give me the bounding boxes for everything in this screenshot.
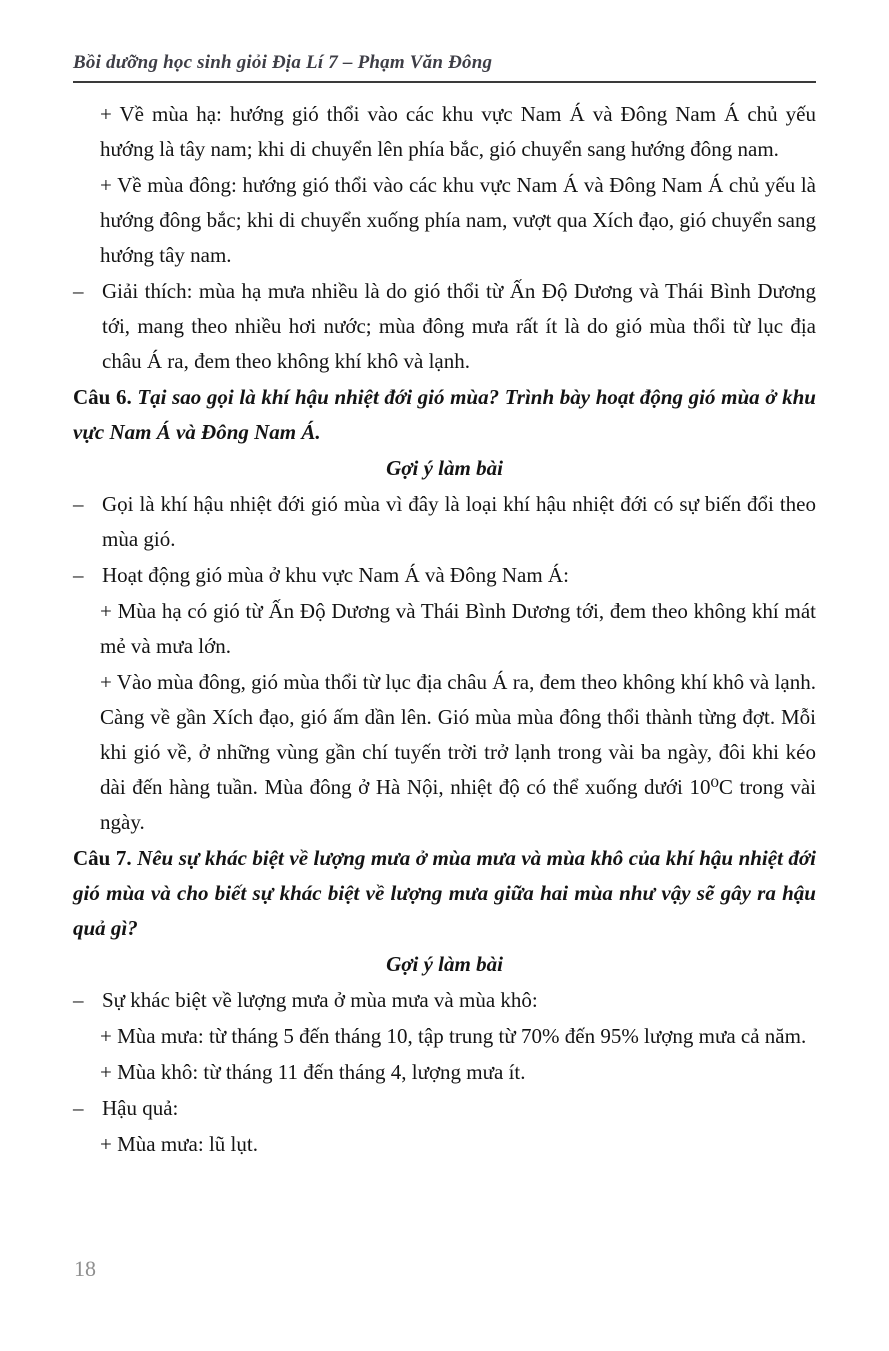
paragraph-text: Hậu quả: xyxy=(102,1096,179,1120)
paragraph-winter-monsoon: + Vào mùa đông, gió mùa thổi từ lục địa châu Á ra, đem theo không khí khô và lạnh. Càng về gần Xích đạo, gió ấm dần lên. Gió mùa mùa đông thổi thành từng đợt. Mỗi khi gió về, ở những vùng gần chí tuyến trời trở lạnh trong vài ba ngày, đôi khi kéo dài đến hàng tuần. Mùa đông ở Hà Nội, nhiệt độ có thể xuống dưới 10⁰C trong vài ngày. xyxy=(100,670,816,834)
paragraph-rainy-season: + Mùa mưa: từ tháng 5 đến tháng 10, tập trung từ 70% đến 95% lượng mưa cả năm. xyxy=(100,1024,807,1048)
hint-heading-1: Gợi ý làm bài xyxy=(386,456,503,480)
paragraph-dry-season: + Mùa khô: từ tháng 11 đến tháng 4, lượng mưa ít. xyxy=(100,1060,526,1084)
dash-bullet: – xyxy=(73,492,84,516)
question-7-label: Câu 7. xyxy=(73,846,132,870)
dash-bullet: – xyxy=(73,279,84,303)
page-number: 18 xyxy=(74,1256,96,1281)
paragraph-winter-wind: + Về mùa đông: hướng gió thổi vào các khu vực Nam Á và Đông Nam Á chủ yếu là hướng đông bắc; khi di chuyển xuống phía nam, vượt qua Xích đạo, gió chuyển sang hướng tây nam. xyxy=(100,173,816,267)
paragraph-summer-wind: + Về mùa hạ: hướng gió thổi vào các khu vực Nam Á và Đông Nam Á chủ yếu hướng là tây nam; khi di chuyển lên phía bắc, gió chuyển sang hướng đông nam. xyxy=(100,102,816,161)
header-rule xyxy=(73,81,816,83)
dash-bullet: – xyxy=(73,563,84,587)
paragraph-text: Gọi là khí hậu nhiệt đới gió mùa vì đây là loại khí hậu nhiệt đới có sự biến đổi theo mùa gió. xyxy=(102,492,816,551)
question-6-heading xyxy=(73,380,816,450)
paragraph-monsoon-definition xyxy=(73,487,816,557)
question-7-text: Nêu sự khác biệt về lượng mưa ở mùa mưa và mùa khô của khí hậu nhiệt đới gió mùa và cho biết sự khác biệt về lượng mưa giữa hai mùa như vậy sẽ gây ra hậu quả gì? xyxy=(73,846,816,940)
dash-bullet: – xyxy=(73,1096,84,1120)
paragraph-text: Hoạt động gió mùa ở khu vực Nam Á và Đông Nam Á: xyxy=(102,563,569,587)
paragraph-explanation xyxy=(73,274,816,379)
paragraph-consequences xyxy=(73,1091,816,1126)
paragraph-monsoon-activity xyxy=(73,558,816,593)
paragraph-text: Giải thích: mùa hạ mưa nhiều là do gió thổi từ Ấn Độ Dương và Thái Bình Dương tới, mang theo nhiều hơi nước; mùa đông mưa rất ít là do gió mùa thổi từ lục địa châu Á ra, đem theo không khí khô và lạnh. xyxy=(102,279,816,373)
page-header xyxy=(73,52,816,83)
question-7-heading xyxy=(73,841,816,946)
paragraph-flood: + Mùa mưa: lũ lụt. xyxy=(100,1132,258,1156)
paragraph-rainfall-difference xyxy=(73,983,816,1018)
hint-heading-2: Gợi ý làm bài xyxy=(386,952,503,976)
question-6-label: Câu 6. xyxy=(73,385,132,409)
paragraph-text: Sự khác biệt về lượng mưa ở mùa mưa và mùa khô: xyxy=(102,988,538,1012)
question-6-text: Tại sao gọi là khí hậu nhiệt đới gió mùa? Trình bày hoạt động gió mùa ở khu vực Nam Á và Đông Nam Á. xyxy=(73,385,816,444)
running-header-title: Bồi dưỡng học sinh giỏi Địa Lí 7 – Phạm Văn Đông xyxy=(73,52,493,73)
dash-bullet: – xyxy=(73,988,84,1012)
paragraph-summer-monsoon: + Mùa hạ có gió từ Ấn Độ Dương và Thái Bình Dương tới, đem theo không khí mát mẻ và mưa lớn. xyxy=(100,599,816,658)
page-body xyxy=(73,96,816,1163)
